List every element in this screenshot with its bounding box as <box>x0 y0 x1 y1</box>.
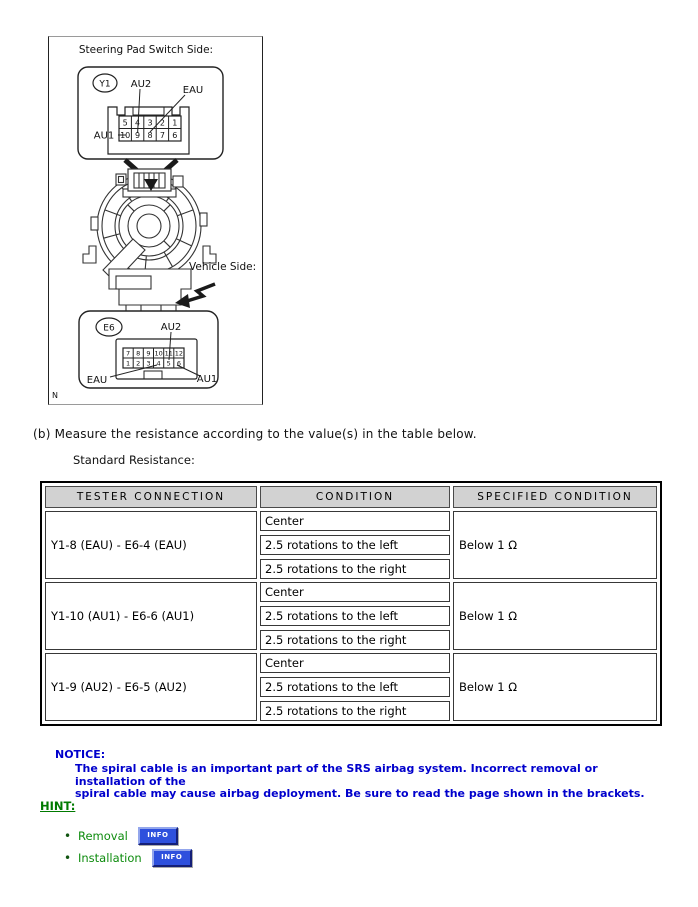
condition-cell <box>260 511 450 579</box>
e6-eau-label: EAU <box>86 375 108 386</box>
hint-list <box>64 826 192 870</box>
svg-text:6: 6 <box>172 130 178 140</box>
info-button-removal[interactable]: INFO <box>138 827 178 845</box>
bullet-icon: • <box>64 851 72 865</box>
condition-value: 2.5 rotations to the right <box>260 630 450 650</box>
table-row <box>45 653 657 721</box>
svg-text:5: 5 <box>122 118 128 128</box>
vehicle-side-label: Vehicle Side: <box>189 261 257 273</box>
table-header-row <box>45 486 657 508</box>
table-row <box>45 511 657 579</box>
svg-text:2: 2 <box>136 359 141 368</box>
svg-text:3: 3 <box>146 359 151 368</box>
hint-item-removal <box>64 826 192 846</box>
svg-text:8: 8 <box>136 349 141 358</box>
svg-text:7: 7 <box>159 130 165 140</box>
hint-item-label: Removal <box>78 829 128 843</box>
y1-au2-label: AU2 <box>130 79 152 90</box>
condition-value: Center <box>260 582 450 602</box>
svg-text:9: 9 <box>146 349 151 358</box>
diagram-svg <box>49 37 260 402</box>
condition-cell <box>260 653 450 721</box>
condition-value: 2.5 rotations to the left <box>260 535 450 555</box>
hint-item-installation <box>64 848 192 868</box>
tester-connection-cell: Y1-10 (AU1) - E6-6 (AU1) <box>45 582 257 650</box>
specified-condition-cell: Below 1 Ω <box>453 582 657 650</box>
e6-connector-id: E6 <box>103 323 115 334</box>
svg-text:9: 9 <box>135 130 141 140</box>
svg-text:3: 3 <box>147 118 153 128</box>
svg-text:10: 10 <box>154 349 163 358</box>
y1-connector-id: Y1 <box>99 79 111 90</box>
condition-value: 2.5 rotations to the left <box>260 606 450 626</box>
standard-resistance-label: Standard Resistance: <box>73 453 195 467</box>
svg-text:1: 1 <box>126 359 131 368</box>
svg-text:12: 12 <box>174 349 184 358</box>
spiral-cable-diagram <box>48 36 263 405</box>
svg-text:7: 7 <box>126 349 131 358</box>
hint-label: HINT: <box>40 799 76 813</box>
condition-value: 2.5 rotations to the right <box>260 559 450 579</box>
table-row <box>45 582 657 650</box>
resistance-table <box>40 481 662 726</box>
e6-pin-numbers <box>126 350 183 368</box>
notice-text <box>75 763 660 801</box>
tester-connection-cell: Y1-9 (AU2) - E6-5 (AU2) <box>45 653 257 721</box>
instruction-step-b: (b) Measure the resistance according to the value(s) in the table below. <box>33 427 477 441</box>
condition-value: 2.5 rotations to the left <box>260 677 450 697</box>
hint-item-label: Installation <box>78 851 142 865</box>
header-specified-condition: SPECIFIED CONDITION <box>453 486 657 508</box>
condition-value: Center <box>260 653 450 673</box>
steering-pad-switch-side-label: Steering Pad Switch Side: <box>78 44 214 56</box>
header-tester-connection: TESTER CONNECTION <box>45 486 257 508</box>
e6-au2-label: AU2 <box>160 322 182 333</box>
svg-text:10: 10 <box>120 130 131 140</box>
svg-text:2: 2 <box>159 118 165 128</box>
bullet-icon: • <box>64 829 72 843</box>
svg-text:8: 8 <box>147 130 153 140</box>
y1-eau-label: EAU <box>182 85 204 96</box>
e6-au1-label: AU1 <box>196 374 218 385</box>
tester-connection-cell: Y1-8 (EAU) - E6-4 (EAU) <box>45 511 257 579</box>
svg-text:11: 11 <box>164 349 173 358</box>
notice-line: spiral cable may cause airbag deployment. Be sure to read the page shown in the brackets. <box>75 787 645 800</box>
frame-n-label: N <box>52 391 58 400</box>
svg-text:4: 4 <box>135 118 141 128</box>
svg-text:1: 1 <box>172 118 178 128</box>
svg-text:4: 4 <box>156 359 161 368</box>
svg-text:5: 5 <box>166 359 171 368</box>
header-condition: CONDITION <box>260 486 450 508</box>
notice-line: The spiral cable is an important part of the SRS airbag system. Incorrect removal or installation of the <box>75 762 598 788</box>
specified-condition-cell: Below 1 Ω <box>453 653 657 721</box>
y1-au1-label: AU1 <box>93 130 115 142</box>
svg-text:6: 6 <box>176 359 181 368</box>
specified-condition-cell: Below 1 Ω <box>453 511 657 579</box>
info-button-installation[interactable]: INFO <box>152 849 192 867</box>
notice-label: NOTICE: <box>55 748 106 761</box>
condition-value: Center <box>260 511 450 531</box>
condition-value: 2.5 rotations to the right <box>260 701 450 721</box>
condition-cell <box>260 582 450 650</box>
